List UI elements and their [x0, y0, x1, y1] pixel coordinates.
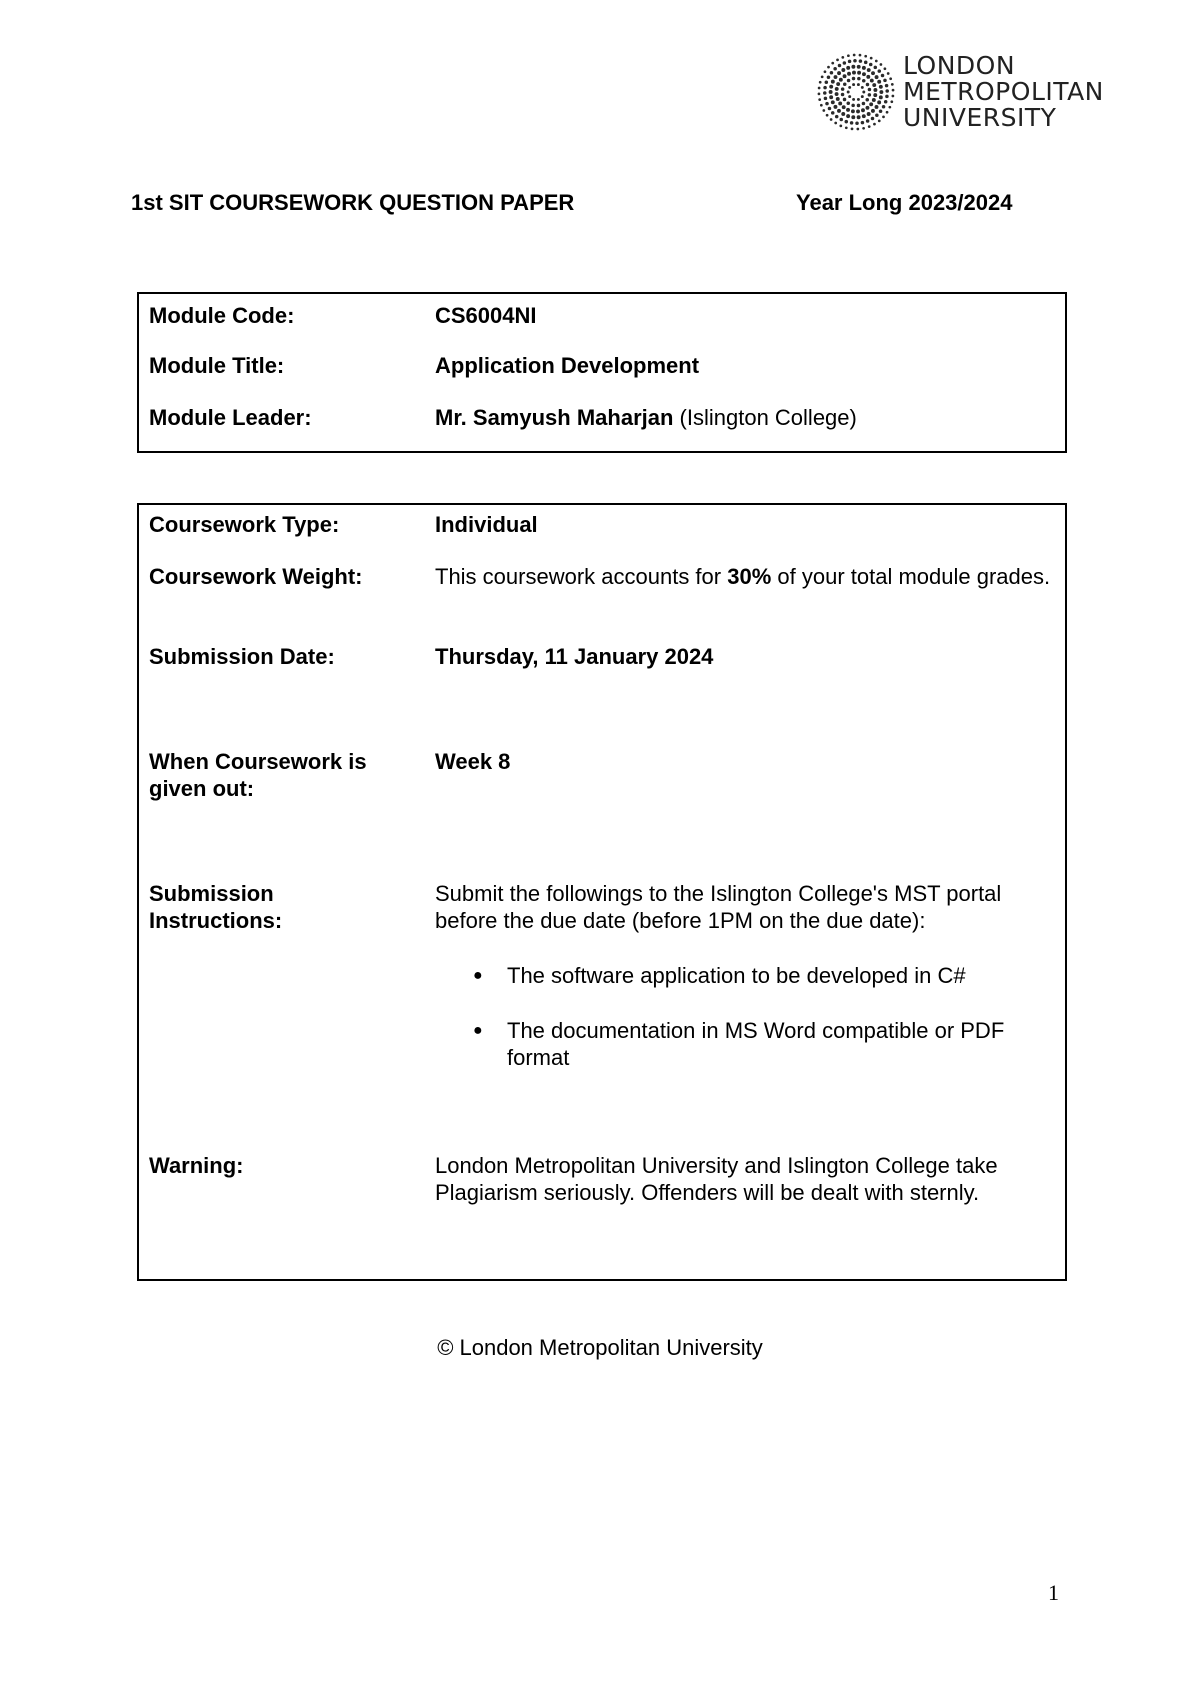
instructions-list	[435, 962, 1053, 1071]
weight-percent: 30%	[727, 564, 772, 589]
module-leader-affiliation: (Islington College)	[673, 405, 857, 430]
university-logo	[815, 50, 1104, 134]
copyright-notice: © London Metropolitan University	[437, 1335, 763, 1360]
list-item: ● The documentation in MS Word compatible or PDF format	[435, 1017, 1053, 1071]
logo-line-1: LONDON	[903, 51, 1016, 80]
starburst-dots-icon	[815, 50, 897, 134]
logo-wordmark	[903, 53, 1104, 131]
list-item: ● The software application to be developed in C#	[435, 962, 1053, 989]
module-leader-label: Module Leader:	[149, 405, 312, 430]
submission-instructions-label: Submission Instructions:	[149, 881, 283, 933]
warning-text: London Metropolitan University and Islington College take Plagiarism seriously. Offenders will be dealt with sternly.	[435, 1153, 998, 1205]
given-out-value: Week 8	[435, 749, 511, 774]
module-title-value: Application Development	[435, 353, 700, 378]
module-leader-name: Mr. Samyush Maharjan	[435, 405, 674, 430]
given-out-label: When Coursework is given out:	[149, 749, 367, 801]
paper-title: 1st SIT COURSEWORK QUESTION PAPER	[131, 190, 575, 215]
warning-label: Warning:	[149, 1153, 244, 1178]
module-code-label: Module Code:	[149, 303, 295, 328]
weight-suffix: of your total module grades.	[771, 564, 1051, 589]
module-code-value: CS6004NI	[435, 303, 537, 328]
coursework-info-box	[137, 503, 1067, 1281]
submission-date-value: Thursday, 11 January 2024	[435, 644, 714, 669]
submission-instructions-value	[435, 880, 1053, 1071]
coursework-weight-value	[435, 563, 1053, 590]
coursework-type-value: Individual	[435, 512, 538, 537]
module-leader-value	[435, 404, 1053, 431]
page-number: 1	[1048, 1580, 1059, 1605]
module-title-label: Module Title:	[149, 353, 285, 378]
instructions-text: Submit the followings to the Islington College's MST portal before the due date (before 1PM on the due date):	[435, 881, 1002, 933]
coursework-weight-label: Coursework Weight:	[149, 564, 363, 589]
logo-line-3: UNIVERSITY	[903, 103, 1057, 132]
submission-date-label: Submission Date:	[149, 644, 335, 669]
logo-line-2: METROPOLITAN	[903, 77, 1104, 106]
module-info-box	[137, 292, 1067, 453]
weight-prefix: This coursework accounts for	[435, 564, 728, 589]
coursework-type-label: Coursework Type:	[149, 512, 340, 537]
academic-term: Year Long 2023/2024	[796, 190, 1013, 215]
